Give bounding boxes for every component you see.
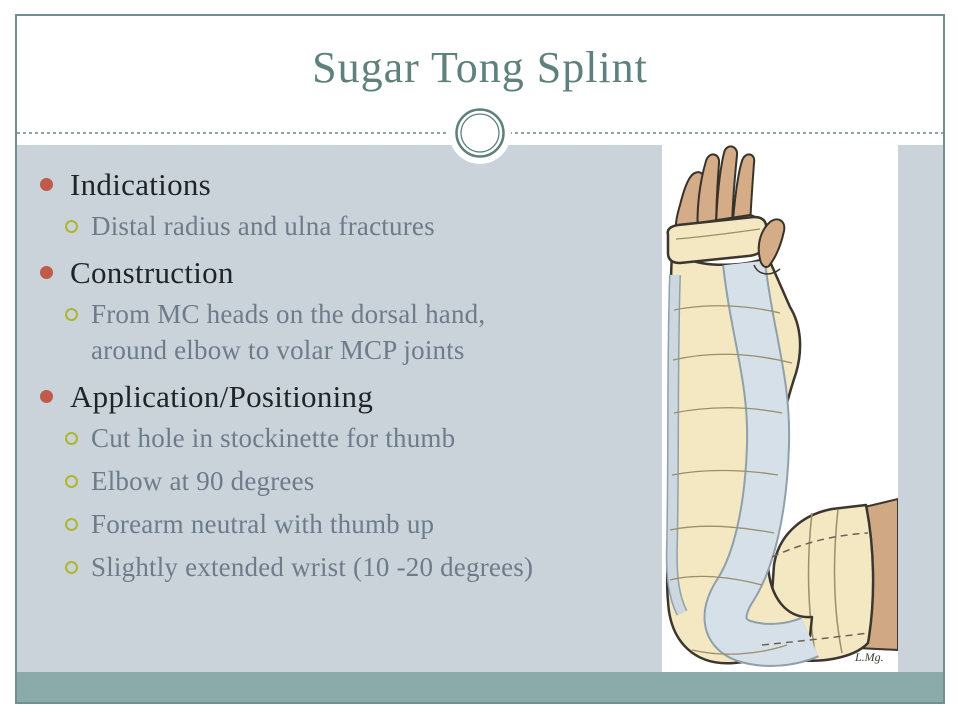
splint-illustration-panel [662,145,898,672]
page-title: Sugar Tong Splint [312,43,648,92]
bullet-item [64,209,640,244]
bullet-text: Elbow at 90 degrees [91,465,315,496]
bullet-ring-icon [65,518,78,531]
bullet-text: Indications [70,167,212,202]
bullet-ring-icon [65,220,78,233]
bullet-ring-icon [65,308,78,321]
bullet-ring-icon [65,561,78,574]
bullet-text-line-1: From MC heads on the dorsal hand, [91,299,486,330]
bullet-dot-icon [40,390,53,403]
bullet-text-line-2: around elbow to volar MCP joints [91,334,465,365]
bullet-text: Forearm neutral with thumb up [91,509,435,540]
footer-band [17,672,943,702]
bullet-item [64,297,640,367]
bullet-item [40,166,640,203]
bullet-item [64,421,640,456]
splint-illustration [662,145,898,672]
bullet-item [64,464,640,499]
illustration-signature: L.Mg. [855,650,884,664]
bullet-text [91,297,485,367]
bullet-item [40,378,640,415]
title-area [0,44,960,92]
divider-circle-ornament [440,93,520,173]
bullet-text: Construction [70,255,234,291]
bullet-dot-icon [40,178,53,191]
bullet-item [64,550,640,585]
bullet-text: Application/Positioning [70,378,374,414]
bullet-text: Distal radius and ulna fractures [91,211,435,242]
bullet-ring-icon [65,432,78,445]
bullet-list [40,156,640,593]
bullet-text: Cut hole in stockinette for thumb [91,422,456,453]
bullet-ring-icon [65,475,78,488]
bullet-item [64,507,640,542]
bullet-dot-icon [40,266,53,279]
bullet-item [40,254,640,291]
bullet-text: Slightly extended wrist (10 -20 degrees) [91,552,534,583]
